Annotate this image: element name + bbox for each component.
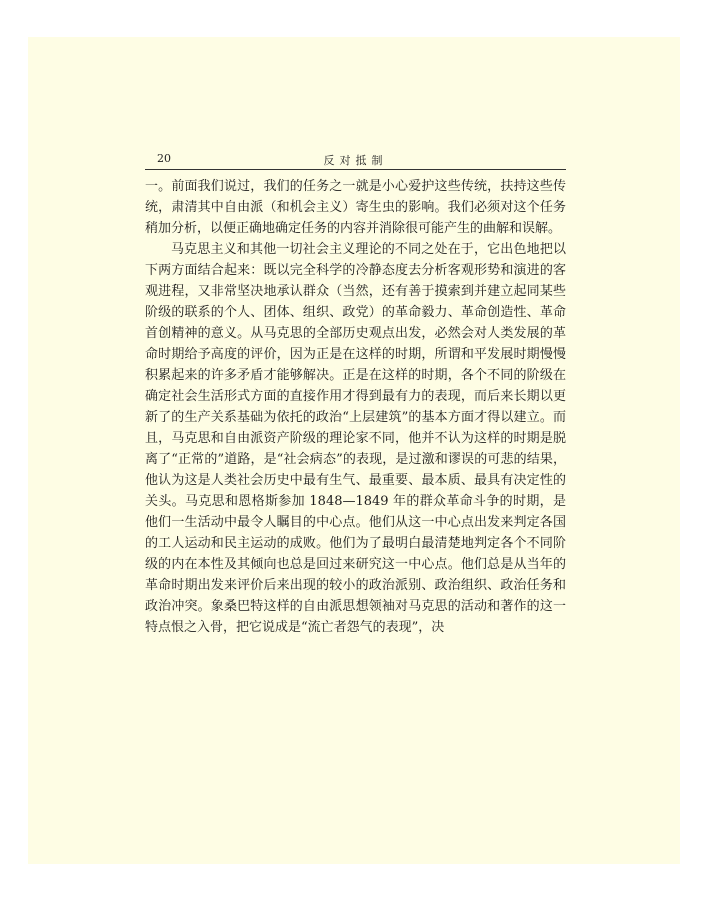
page-header — [145, 150, 566, 168]
body-text — [145, 176, 566, 638]
header-rule — [145, 169, 566, 170]
paragraph: 马克思主义和其他一切社会主义理论的不同之处在于，它出色地把以下两方面结合起来：既以完全科学的冷静态度去分析客观形势和演进的客观进程，又非常坚决地承认群众（当然，还有善于摸索到并建立起同某些阶级的联系的个人、团体、组织、政党）的革命毅力、革命创造性、革命首创精神的意义。从马克思的全部历史观点出发，必然会对人类发展的革命时期给予高度的评价，因为正是在这样的时期，所谓和平发展时期慢慢积累起来的许多矛盾才能够解决。正是在这样的时期，各个不同的阶级在确定社会生活形式方面的直接作用才得到最有力的表现，而后来长期以更新了的生产关系基础为依托的政治“上层建筑”的基本方面才得以建立。而且，马克思和自由派资产阶级的理论家不同，他并不认为这样的时期是脱离了“正常的”道路，是“社会病态”的表现，是过激和谬误的可悲的结果，他认为这是人类社会历史中最有生气、最重要、最本质、最具有决定性的关头。马克思和恩格斯参加 1848—1849 年的群众革命斗争的时期，是他们一生活动中最令人瞩目的中心点。他们从这一中心点出发来判定各国的工人运动和民主运动的成败。他们为了最明白最清楚地判定各个不同阶级的内在本性及其倾向也总是回过来研究这一中心点。他们总是从当年的革命时期出发来评价后来出现的较小的政治派别、政治组织、政治任务和政治冲突。象桑巴特这样的自由派思想领袖对马克思的活动和著作的这一特点恨之入骨，把它说成是“流亡者怨气的表现”，决 — [145, 242, 566, 635]
page-number: 20 — [157, 152, 171, 165]
paragraph: 一。前面我们说过，我们的任务之一就是小心爱护这些传统，扶持这些传统，肃清其中自由派（和机会主义）寄生虫的影响。我们必须对这个任务稍加分析，以便正确地确定任务的内容并消除很可能产生的曲解和误解。 — [145, 179, 566, 236]
running-title: 反对抵制 — [323, 154, 388, 167]
